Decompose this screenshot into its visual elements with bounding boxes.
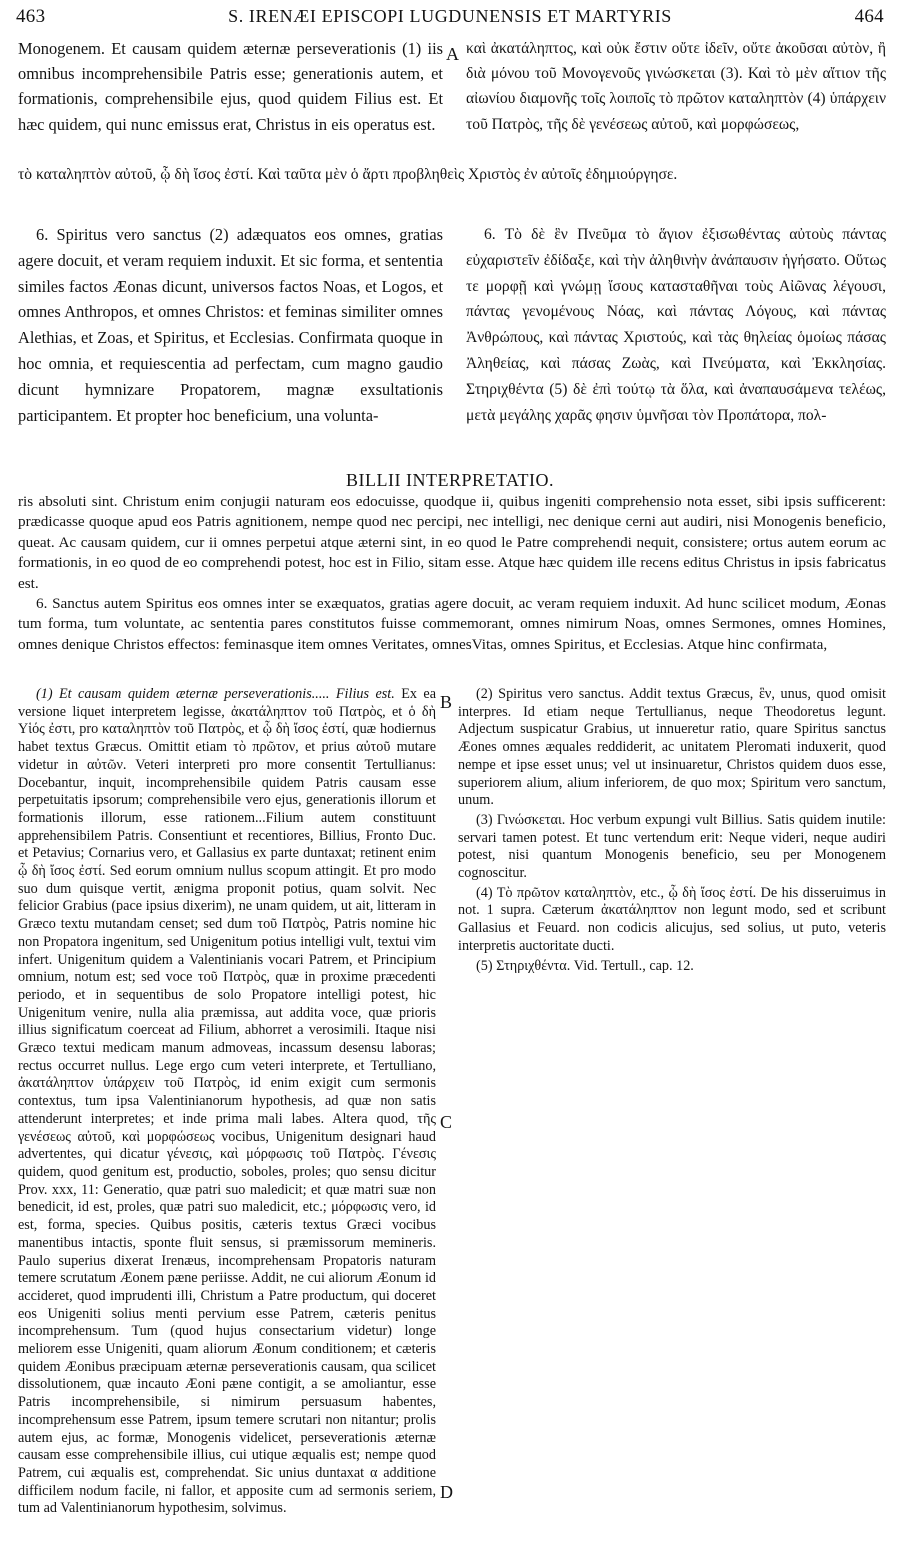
footnote-4: (4) Τὸ πρῶτον καταληπτὸν, etc., ᾧ δὴ ἴσος ἐστί. De his disseruimus in not. 1 supra. Cæterum ἀκατάληπτον non legunt modo, sed et scribunt Gallasius et Feuard. non codicis alicujus, sed solius, ut puto, veteris interpretis auctoritate ducti. xyxy=(458,884,886,954)
latin-paragraph-6: 6. Spiritus vero sanctus (2) adæquatos eos omnes, gratias agere docuit, et veram requiem induxit. Et sic forma, et sententia similes factos Æonas dicunt, universos factos Noas, et Logos, et omnes Anthropos, et omnes Christos: et feminas similiter omnes Alethias, et Zoas, et Spiritus, et Ecclesias. Confirmata quoque in hoc omnia, et requiescentia ad perfectam, cum magno gaudio dicunt hymnizare Propatorem, magnæ exsultationis participantem. Et propter hoc beneficium, una volunta- xyxy=(18,225,443,425)
footnote-1-text: Ex ea versione liquet interpretem legisse, ἀκατάληπτον τοῦ Πατρὸς, et ὁ δὴ Υἱός ἐστι, pro καταληπτὸν τοῦ Πατρὸς, et ᾧ δὴ ἴσος ἐστί, quæ hodiernus habet textus Græcus. Omittit etiam τὸ πρῶτον, et prius αὐτοῦ mutare videtur in αὐτῶν. Veteri interpreti pro more consentit Tertullianus: Docebantur, inquit, incomprehensibile quidem Patris causam esse perpetuitatis ipsorum; comprehensibile vero ejus, generationis illorum et formationis illorum, esse rationem...Filium autem constituunt apprehensibilem Patris. Consentiunt et recentiores, Billius, Fronto Duc. et Petavius; Cornarius vero, et Gallasius ex parte duntaxat; retinent enim ᾧ δὴ ἴσος ἐστί. Sed eorum omnium nullus scopum attingit. Et pro modo suo dum quisque vertit, ænigma proponit potius, quam solvit. Nec felicior Grabius (pace ipsius dixerim), ne unam quidem, ut ait, litteram in Græco textu mutandam censet; sed dum τοῦ Πατρὸς, Patris nomine hic non Propatora ingenitum, sed Unigenitum potius intelligi vult, textui vim infert. Unigenitum quidem a Valentinianis vocari Patrem, et Principium omnium, notum est; sed voce τοῦ Πατρὸς, quæ in proxime præcedenti periodo, et in sequentibus de solo Propatore intelligi potest, hic Unigenitum venire, nulla alia præmissa, aut addita voce, quæ prioris illius significatum coerceat ad Filium, abhorret a verosimili. Itaque nisi Græco textui medicam manum admoveas, incassum desensu laboras; rectus occurret nullus. Lege ergo cum veteri interprete, et Tertulliano, ἀκατάληπτον ὑπάρχειν τοῦ Πατρὸς, id enim exigit cum sermonis contextus, tum ipsa Valentinianorum hypothesis, ad quæ non satis attenderunt interpretes; et inde prima mali labes. Altera quod, τῆς γενέσεως αὐτοῦ, καὶ μορφώσεως vocibus, Unigenitum designari haud advertentes, qui dicatur γένεσις, καὶ μόρφωσις τοῦ Πατρὸς. Γένεσις quidem, quod genitum est, productio, soboles, proles; quo sensu dicitur Prov. xxx, 11: Generatio, quæ patri suo maledicit; et quæ matri suæ non benedicit, id est, proles, quæ patri suo maledicit, etc.; μόρφωσις vero, id est, forma, species. Quibus positis, cæteris textus Græci vocibus manentibus intactis, sponte fluit sensus, si præmissorum memineris. Paulo superius dixerat Irenæus, incomprehensam Propatoris naturam temere scrutatum Æonem pæne periisse. Addit, ne cui aliorum Æonum id accideret, quod imprudenti illi, Christum a Patre productum, qui doceret eos Unigeniti solius menti pervium esse Patrem, cæteris penitus incomprehensum. Tum (quod hujus consectarium videtur) longe meliorem esse Unigeniti, quam aliorum Æonum conditionem; et cæteris quidem Æonibus præcipuam æternæ perseverationis causam, qua scilicet dissolutionem, quæ incauto Æoni pæne contigit, a se amoliantur, esse Patris incomprehensibile, si nimirum persuasum habentes, incomprehensum esse Patrem, ipsum temere scrutari non nitantur; prolis autem ejus, ac formæ, Monogenis videlicet, perseverationis æternæ causam esse comprehensibile illius, cui utique æqualis est; nempe quod Patrem, cui æqualis est, comprehendat. Sic unius duntaxat α additione difficilem nodum facile, ni fallor, et apposite cum ad sermonis seriem, tum ad Valentinianorum hypothesim, solvimus. xyxy=(18,686,436,1517)
running-header xyxy=(16,6,884,36)
section-title: BILLII INTERPRETATIO. xyxy=(345,470,555,490)
footnotes-right-column xyxy=(458,686,886,977)
footnote-2: (2) Spiritus vero sanctus. Addit textus Græcus, ἓν, unus, quod omisit interpres. Id etiam neque Tertullianus, neque Theodoretus legunt. Adjectum suspicatur Grabius, ut innueretur ratio, quare Spiritus sanctus Æones omnes æquales reddiderit, ac unitatem Pleromati induxerit, quod nempe et ipse esset unus; vel ut insinuaretur, Christos quidem duos esse, superiorem alium, alium inferiorem, de quo mox; Spiritum vero sanctum, unum. xyxy=(458,686,886,809)
page-number-left: 463 xyxy=(16,6,46,27)
greek-paragraph-6: 6. Τὸ δὲ ἓν Πνεῦμα τὸ ἅγιον ἐξισωθέντας αὐτοὺς πάντας εὐχαριστεῖν ἐδίδαξε, καὶ τὴν ἀληθινὴν ἀνάπαυσιν ἡγήσατο. Οὕτως τε μορφῇ καὶ γνώμῃ ἴσους κατασταθῆναι τοὺς Αἰῶνας λέγουσι, πάντας γενομένους Νόας, καὶ πάντας Λόγους, καὶ πάντας Ἀνθρώπους, καὶ πάντας Χριστούς, καὶ τὰς θηλείας ὁμοίως πάσας Ἀληθείας, καὶ πάσας Ζωὰς, καὶ Πνεύματα, καὶ Ἐκκλησίας. Στηριχθέντα (5) δὲ ἐπὶ τούτῳ τὰ ὅλα, καὶ ἀναπαυσάμενα τελέως, μετὰ μεγάλης χαρᾶς φησιν ὑμνῆσαι τὸν Προπάτορα, πολ- xyxy=(466,226,886,424)
greek-text-column-2 xyxy=(466,222,886,428)
latin-paragraph-5: Monogenem. Et causam quidem æternæ perseverationis (1) iis omnibus incomprehensibile Patris esse; generationis autem, et formationis, comprehensibile ejus, quod quidem Filius est. Et hæc quidem, qui nunc emissus erat, Christus in eis operatus est. xyxy=(18,39,443,134)
footnotes-left-column xyxy=(18,686,436,1520)
greek-bridge-line xyxy=(18,162,886,187)
billii-interpretatio xyxy=(18,492,886,655)
interpretatio-paragraph-1: ris absoluti sint. Christum enim conjugii naturam eos edocuisse, quodque ii, quibus ingeniti comprehensio nota esset, sibi ipsis sufficerent: prædicasse quoque apud eos Patris agnitionem, nempe quod nec percipi, nec intelligi, nec denique cerni aut audiri, nisi Monogenis beneficio, queat. Ac causam quidem, cur ii omnes perpetui atque æterni sint, in eo quod le Patre comprehendi nequit, consistere; ortus autem eorum ac formationis, in eo quod de eo comprehendi potest, hoc est in Filio, sitam esse. Atque hæc quidem ille recens editus Christus in ipsis fabricatus est. xyxy=(18,493,886,592)
margin-letter-d: D xyxy=(440,1482,453,1502)
margin-letter-c: C xyxy=(440,1112,453,1132)
greek-text-column-1 xyxy=(466,36,886,137)
margin-letter-b: B xyxy=(440,692,453,712)
greek-paragraph-5: καὶ ἀκατάληπτος, καὶ οὐκ ἔστιν οὔτε ἰδεῖν, οὔτε ἀκοῦσαι αὐτὸν, ἢ διὰ μόνου τοῦ Μονογενοῦς γινώσκεται (3). Καὶ τὸ μὲν αἴτιον τῆς αἰωνίου διαμονῆς τοῖς λοιποῖς τὸ πρῶτον καταληπτὸν (4) ὑπάρχειν τοῦ Πατρὸς, τῆς δὲ γενέσεως αὐτοῦ, καὶ μορφώσεως, xyxy=(466,40,886,133)
footnote-1-lemma: (1) Et causam quidem æternæ perseverationis..... Filius est. xyxy=(36,686,395,702)
latin-text-column-1 xyxy=(18,36,443,137)
latin-text-column-2 xyxy=(18,222,443,428)
footnote-5: (5) Στηριχθέντα. Vid. Tertull., cap. 12. xyxy=(476,957,694,974)
interpretatio-paragraph-2: 6. Sanctus autem Spiritus eos omnes inter se exæquatos, gratias agere docuit, ac veram requiem induxit. Ad hunc scilicet modum, Æonas tum forma, tum voluntate, ac sententia pares constitutos fuisse commemorant, omnes nimirum Noas, omnes Sermones, omnes Homines, omnes denique Christos effectos: feminasque item omnes Veritates, omnesVitas, omnes Spiritus, et Ecclesias. Atque hinc confirmata, xyxy=(18,595,886,653)
footnote-3: (3) Γινώσκεται. Hoc verbum expungi vult Billius. Satis quidem inutile: servari tamen potest. Et tunc vertendum erit: Neque videri, neque audiri potest, nisi quantum Monogenis beneficio, seu per Monogenem cognoscitur. xyxy=(458,811,886,882)
greek-bridge-text: τὸ καταληπτὸν αὐτοῦ, ᾧ δὴ ἴσος ἐστί. Καὶ ταῦτα μὲν ὁ ἄρτι προβληθεὶς Χριστὸς ἐν αὐτοῖς ἐδημιούργησε. xyxy=(18,166,678,183)
page-number-right: 464 xyxy=(854,6,884,27)
footnote-1 xyxy=(18,686,436,1518)
margin-letter-a: A xyxy=(446,44,459,64)
running-title: S. IRENÆI EPISCOPI LUGDUNENSIS ET MARTYRIS xyxy=(228,6,672,26)
